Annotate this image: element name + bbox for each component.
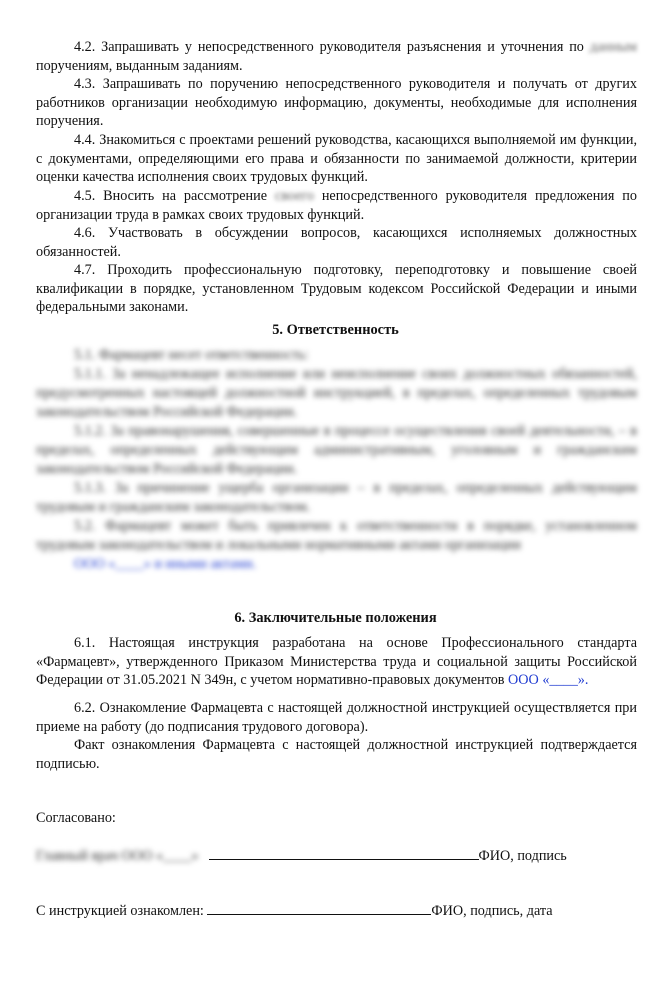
blurred-line: [36, 555, 637, 574]
paragraph-4-2-end: поручениям, выданным заданиям.: [36, 57, 243, 74]
blurred-word: своего: [274, 188, 314, 204]
paragraph-4-5: [36, 187, 637, 224]
section-5-title: 5. Ответственность: [272, 322, 399, 338]
paragraph-4-5-text: 4.5. Вносить на рассмотрение: [74, 188, 268, 204]
paragraph-4-3: 4.3. Запрашивать по поручению непосредственного руководителя и получать от других работников организации необходимую информацию, документы, необходимые для исполнения поручения.: [36, 76, 637, 130]
blurred-line: 5.2. Фармацевт может быть привлечен к ответственности в порядке, установленном трудовым законодательством и локальными нормативными актами организации: [36, 518, 637, 553]
section-5-blurred-body: [36, 346, 637, 574]
familiar-label: С инструкцией ознакомлен:: [36, 903, 204, 919]
agreed-label: Согласовано:: [36, 810, 116, 826]
familiar-signature-line: [207, 900, 431, 915]
agreed-signature-caption: ФИО, подпись: [478, 848, 567, 864]
blurred-line: 5.1. Фармацевт несет ответственность:: [74, 347, 309, 363]
blurred-line: 5.1.3. За причинение ущерба организации – в пределах, определенных действующим трудовым и гражданским законодательством.: [36, 480, 637, 515]
section-6-title: 6. Заключительные положения: [234, 610, 437, 626]
familiar-signature-row: [36, 900, 553, 920]
paragraph-4-5-end: непосредственного руководителя предложения по организации труда в рамках своих трудовых функций.: [36, 188, 637, 223]
paragraph-6-1-text: 6.1. Настоящая инструкция разработана на основе Профессионального стандарта «Фармацевт», утвержденного Приказом Министерства труда и социальной защиты Российской Федерации от 31.05.2021 N 349н, с учетом нормативно-правовых документов: [36, 635, 637, 689]
paragraph-6-1: [36, 634, 637, 690]
agreed-signature-row: [36, 845, 567, 865]
blurred-word: данным: [589, 39, 637, 55]
familiar-signature-caption: ФИО, подпись, дата: [431, 903, 553, 919]
organization-link[interactable]: ООО «____».: [508, 672, 589, 689]
paragraph-6-3: Факт ознакомления Фармацевта с настоящей должностной инструкцией подтверждается подписью.: [36, 737, 637, 772]
paragraph-4-6: 4.6. Участвовать в обсуждении вопросов, касающихся исполняемых должностных обязанностей.: [36, 225, 637, 260]
blurred-line: 5.1.2. За правонарушения, совершенные в процессе осуществления своей деятельности, – в пределах, определенных действующим административным, уголовным и гражданским законодательством Российской Федерации.: [36, 423, 637, 477]
paragraph-4-2: [36, 38, 637, 75]
paragraph-6-2: 6.2. Ознакомление Фармацевта с настоящей должностной инструкцией осуществляется при приеме на работу (до подписания трудового договора).: [36, 700, 637, 735]
blurred-position: Главный врач ООО «____»: [36, 848, 199, 864]
blurred-link: ООО «____» и иными актами.: [74, 556, 257, 572]
paragraph-4-7: 4.7. Проходить профессиональную подготовку, переподготовку и повышение своей квалификации в порядке, установленном Трудовым кодексом Российской Федерации и иными федеральными законами.: [36, 262, 637, 316]
paragraph-4-2-text: 4.2. Запрашивать у непосредственного руководителя разъяснения и уточнения по: [74, 39, 584, 55]
blurred-line: 5.1.1. За ненадлежащее исполнение или неисполнение своих должностных обязанностей, предусмотренных настоящей должностной инструкцией, в пределах, определенных трудовым законодательством Российской Федерации.: [36, 366, 637, 420]
agreed-signature-line: [209, 845, 479, 860]
paragraph-4-4: 4.4. Знакомиться с проектами решений руководства, касающихся выполняемой им функции, с документами, определяющими его права и обязанности по занимаемой должности, критерии оценки качества исполнения своих трудовых функций.: [36, 132, 637, 186]
